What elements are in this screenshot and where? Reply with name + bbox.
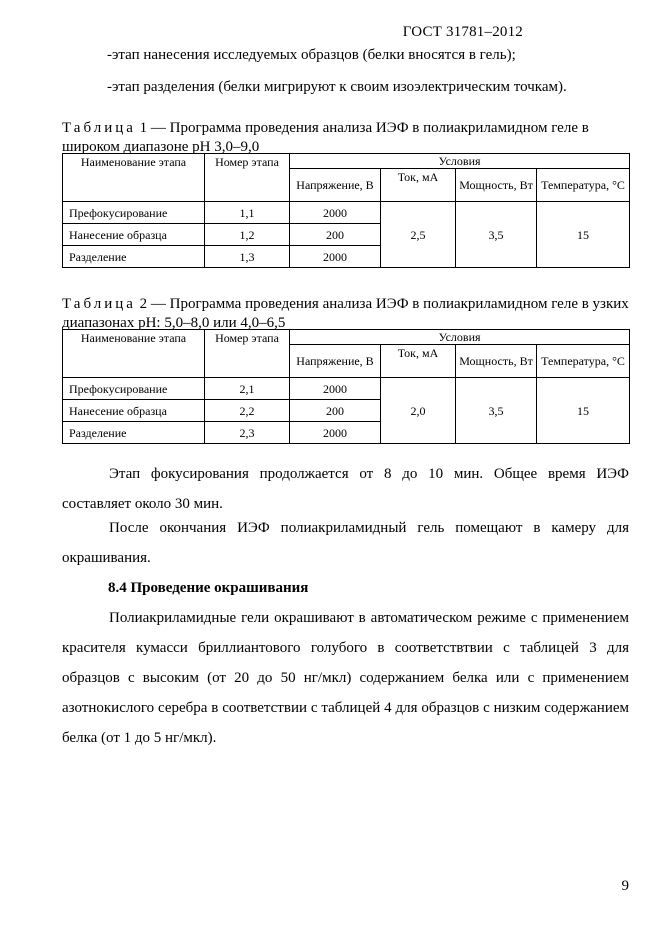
after-ief-paragraph: После окончания ИЭФ полиакриламидный гель помещают в камеру для окрашивания. [62,520,629,566]
table2-caption [62,295,632,333]
table1-row3-name: Разделение [63,246,205,268]
table2-row1-name: Префокусирование [63,378,205,400]
table2-row1-voltage: 2000 [290,378,381,400]
table1-power: 3,5 [456,202,537,268]
table2-caption-text: — Программа проведения анализа ИЭФ в полиакриламидном геле в узких диапазонах pH: 5,0–8,0 или 4,0–6,5 [62,296,629,331]
table1-temperature: 15 [537,202,630,268]
table2-row3-name: Разделение [63,422,205,444]
table1-header-power: Мощность, Вт [456,169,537,202]
intro-item-1: -этап нанесения исследуемых образцов (белки вносятся в гель); [107,47,516,63]
table2-current: 2,0 [381,378,456,444]
table1-caption-text: — Программа проведения анализа ИЭФ в полиакриламидном геле в широком диапазоне pH 3,0–9,0 [62,120,589,155]
table2-header-voltage: Напряжение, В [290,345,381,378]
table1-caption-word: Таблица [62,120,136,136]
table1-header-voltage: Напряжение, В [290,169,381,202]
table2-row2-voltage: 200 [290,400,381,422]
table1-header-temperature: Температура, °С [537,169,630,202]
table1 [62,153,630,268]
table2-header-stage-name: Наименование этапа [63,330,205,378]
table2-row1-number: 2,1 [205,378,290,400]
table2-row2-number: 2,2 [205,400,290,422]
table2-header-conditions: Условия [290,330,630,345]
table1-caption [62,119,632,157]
page-number: 9 [621,878,629,894]
table2 [62,329,630,444]
table1-row3-voltage: 2000 [290,246,381,268]
table1-row3-number: 1,3 [205,246,290,268]
focusing-paragraph: Этап фокусирования продолжается от 8 до 10 мин. Общее время ИЭФ составляет около 30 мин. [62,466,629,512]
table1-header-stage-name: Наименование этапа [63,154,205,202]
staining-paragraph: Полиакриламидные гели окрашивают в автоматическом режиме с применением красителя кумасси бриллиантового голубого в соответствтвии с таблицей 3 для образцов с высоким (от 20 до 50 нг/мкл) содержанием белка или с применением азотнокислого серебра в соответствии с таблицей 4 для образцов с низким содержанием белка (от 1 до 5 нг/мкл). [62,610,629,746]
table1-row2-voltage: 200 [290,224,381,246]
table2-power: 3,5 [456,378,537,444]
table1-header-stage-number: Номер этапа [205,154,290,202]
section-heading: 8.4 Проведение окрашивания [108,580,309,596]
table1-row1-name: Префокусирование [63,202,205,224]
table-row [63,202,630,224]
table2-caption-word: Таблица [62,296,136,312]
table1-row2-number: 1,2 [205,224,290,246]
table2-row2-name: Нанесение образца [63,400,205,422]
table-row [63,378,630,400]
table1-row1-voltage: 2000 [290,202,381,224]
table1-current: 2,5 [381,202,456,268]
table1-caption-number: 1 [139,120,148,136]
table2-header-stage-number: Номер этапа [205,330,290,378]
table2-temperature: 15 [537,378,630,444]
table2-header-temperature: Температура, °С [537,345,630,378]
table2-row3-number: 2,3 [205,422,290,444]
table1-header-conditions: Условия [290,154,630,169]
table2-header-power: Мощность, Вт [456,345,537,378]
intro-item-2: -этап разделения (белки мигрируют к своим изоэлектрическим точкам). [107,79,567,95]
document-header: ГОСТ 31781–2012 [402,24,523,40]
table2-row3-voltage: 2000 [290,422,381,444]
table1-header-current: Ток, мА [381,169,456,202]
table1-row2-name: Нанесение образца [63,224,205,246]
table2-header-current: Ток, мА [381,345,456,378]
table2-caption-number: 2 [139,296,148,312]
table1-row1-number: 1,1 [205,202,290,224]
